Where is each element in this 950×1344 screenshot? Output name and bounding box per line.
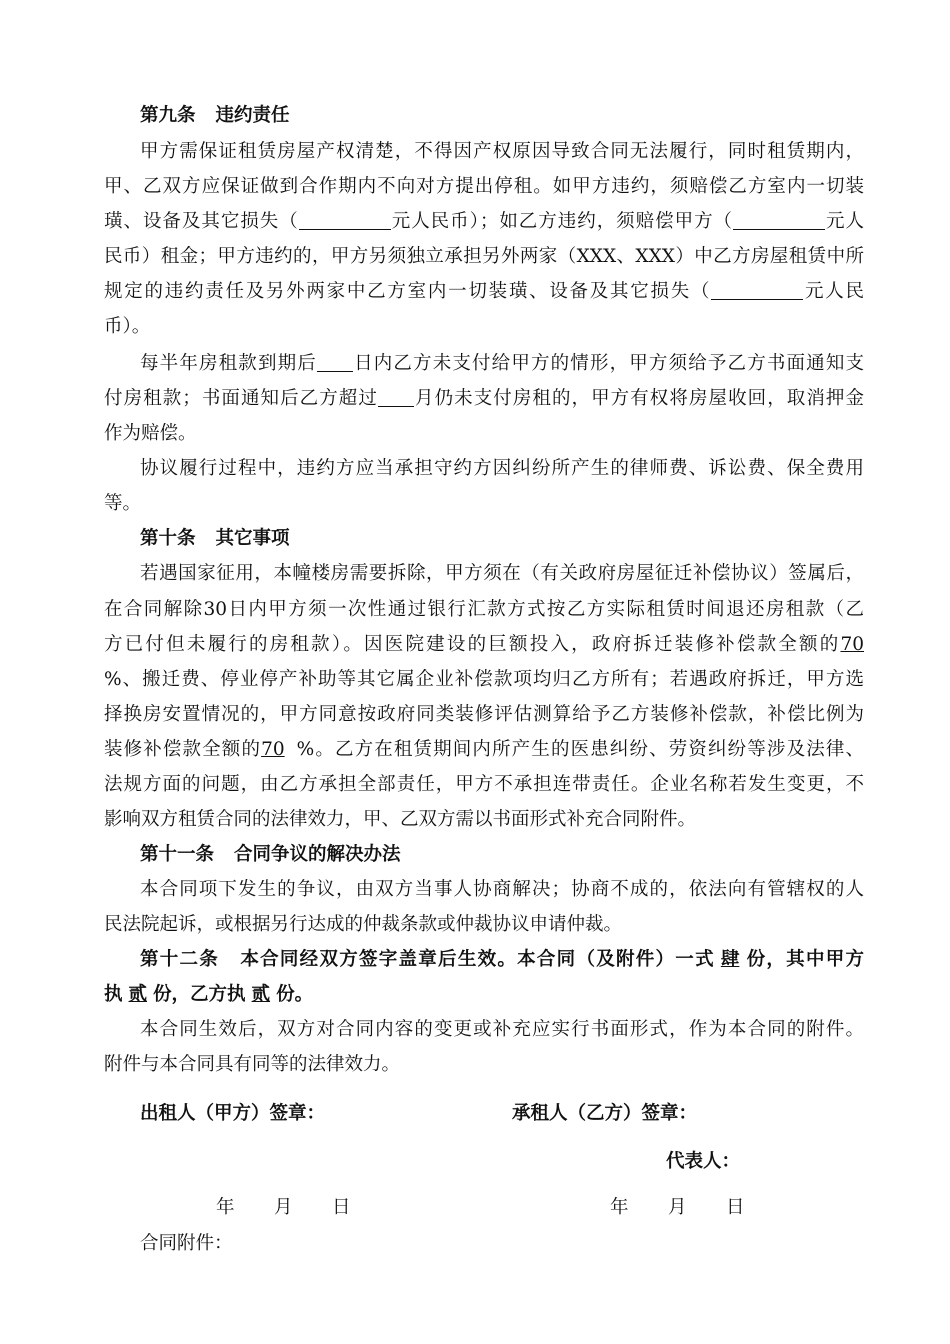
text-segment: 每半年房租款到期后 bbox=[140, 353, 317, 374]
article10-heading bbox=[140, 527, 900, 551]
paragraph-line: 币）。 bbox=[104, 316, 151, 337]
paragraph-line bbox=[140, 352, 864, 376]
article12-line bbox=[140, 948, 864, 972]
article-title: 违约责任 bbox=[215, 105, 290, 126]
paragraph-line bbox=[104, 633, 864, 657]
lessor-signature-label: 出租人（甲方）签章： bbox=[140, 1103, 326, 1124]
text-segment: 执 bbox=[104, 984, 123, 1005]
copies-lessor-value: 贰 bbox=[128, 984, 148, 1005]
lessor-date-day: 日 bbox=[332, 1197, 351, 1218]
article-title: 合同争议的解决办法 bbox=[234, 844, 401, 865]
text-segment: %。乙方在租赁期间内所产生的医患纠纷、劳资纠纷等涉及法律、 bbox=[296, 739, 864, 760]
percentage-value: 70 bbox=[261, 739, 285, 760]
paragraph-line: 作为赔偿。 bbox=[104, 423, 197, 444]
text-segment: 元人民币）；如乙方违约，须赔偿甲方（ bbox=[390, 211, 734, 232]
paragraph-line: 在合同解除30日内甲方须一次性通过银行汇款方式按乙方实际租赁时间退还房租款（乙 bbox=[104, 599, 864, 620]
article-title: 其它事项 bbox=[215, 528, 290, 549]
paragraph-line: 本合同项下发生的争议，由双方当事人协商解决；协商不成的，依法向有管辖权的人 bbox=[140, 879, 864, 900]
attachments-label: 合同附件： bbox=[140, 1233, 233, 1254]
text-segment: 方已付但未履行的房租款）。因医院建设的巨额投入，政府拆迁装修补偿款全额的 bbox=[104, 634, 841, 655]
text-segment: 月仍未支付房租的，甲方有权将房屋收回，取消押金 bbox=[413, 388, 864, 409]
months-blank bbox=[378, 388, 414, 407]
text-segment: 份。 bbox=[276, 984, 314, 1005]
amount-blank bbox=[299, 211, 391, 230]
paragraph-line: 甲方需保证租赁房屋产权清楚，不得因产权原因导致合同无法履行，同时租赁期内， bbox=[140, 141, 864, 162]
lessee-date-day: 日 bbox=[726, 1197, 745, 1218]
amount-blank bbox=[733, 211, 825, 230]
paragraph-line: 协议履行过程中，违约方应当承担守约方因纠纷所产生的律师费、诉讼费、保全费用 bbox=[140, 458, 864, 479]
paragraph-line: 本合同生效后，双方对合同内容的变更或补充应实行书面形式，作为本合同的附件。 bbox=[140, 1019, 864, 1040]
article-number: 第十条 bbox=[140, 528, 196, 549]
representative-label: 代表人： bbox=[666, 1151, 741, 1172]
percentage-value: 70 bbox=[840, 634, 864, 655]
paragraph-line: 法规方面的问题，由乙方承担全部责任，甲方不承担连带责任。企业名称若发生变更，不 bbox=[104, 774, 864, 795]
copies-lessee-value: 贰 bbox=[251, 984, 271, 1005]
article9-heading bbox=[140, 104, 900, 128]
lessee-signature-label: 承租人（乙方）签章： bbox=[512, 1103, 698, 1124]
article11-heading bbox=[140, 843, 900, 867]
lessee-date-month: 月 bbox=[668, 1197, 687, 1218]
days-blank bbox=[317, 353, 353, 372]
text-segment: 璜、设备及其它损失（ bbox=[104, 211, 299, 232]
paragraph-line: 等。 bbox=[104, 493, 142, 514]
paragraph-line: 若遇国家征用，本幢楼房需要拆除，甲方须在（有关政府房屋征迁补偿协议）签属后， bbox=[140, 563, 864, 584]
lessor-date-year: 年 bbox=[216, 1197, 235, 1218]
copies-total-value: 肆 bbox=[720, 949, 740, 970]
amount-blank bbox=[711, 281, 803, 300]
text-segment: 装修补偿款全额的 bbox=[104, 739, 262, 760]
text-segment: 元人 bbox=[825, 211, 864, 232]
text-segment: 元人民 bbox=[803, 281, 864, 302]
paragraph-line bbox=[104, 387, 864, 411]
text-segment: 规定的违约责任及另外两家中乙方室内一切装璜、设备及其它损失（ bbox=[104, 281, 712, 302]
paragraph-line: 影响双方租赁合同的法律效力，甲、乙双方需以书面形式补充合同附件。 bbox=[104, 809, 697, 830]
article-number: 第十一条 bbox=[140, 844, 215, 865]
paragraph-line: 民法院起诉，或根据另行达成的仲裁条款或仲裁协议申请仲裁。 bbox=[104, 914, 623, 935]
paragraph-line: %、搬迁费、停业停产补助等其它属企业补偿款项均归乙方所有；若遇政府拆迁，甲方选 bbox=[104, 669, 864, 690]
text-segment: 份，其中甲方 bbox=[745, 949, 864, 970]
paragraph-line bbox=[104, 210, 864, 234]
text-segment: 日内乙方未支付给甲方的情形，甲方须给予乙方书面通知支 bbox=[352, 353, 864, 374]
paragraph-line bbox=[104, 280, 864, 304]
paragraph-line bbox=[104, 738, 864, 762]
article-number: 第十二条 bbox=[140, 949, 220, 970]
lessee-date-year: 年 bbox=[610, 1197, 629, 1218]
paragraph-line: 附件与本合同具有同等的法律效力。 bbox=[104, 1054, 401, 1075]
article12-line bbox=[104, 983, 864, 1007]
text-segment: 本合同经双方签字盖章后生效。本合同（及附件）一式 bbox=[239, 949, 715, 970]
paragraph-line: 民币）租金；甲方违约的，甲方另须独立承担另外两家（XXX、XXX）中乙方房屋租赁中所 bbox=[104, 246, 864, 267]
text-segment: 付房租款；书面通知后乙方超过 bbox=[104, 388, 378, 409]
text-segment: 份，乙方执 bbox=[153, 984, 246, 1005]
lessor-date-month: 月 bbox=[274, 1197, 293, 1218]
article-number: 第九条 bbox=[140, 105, 196, 126]
paragraph-line: 甲、乙双方应保证做到合作期内不向对方提出停租。如甲方违约，须赔偿乙方室内一切装 bbox=[104, 176, 864, 197]
paragraph-line: 择换房安置情况的，甲方同意按政府同类装修评估测算给予乙方装修补偿款，补偿比例为 bbox=[104, 704, 864, 725]
